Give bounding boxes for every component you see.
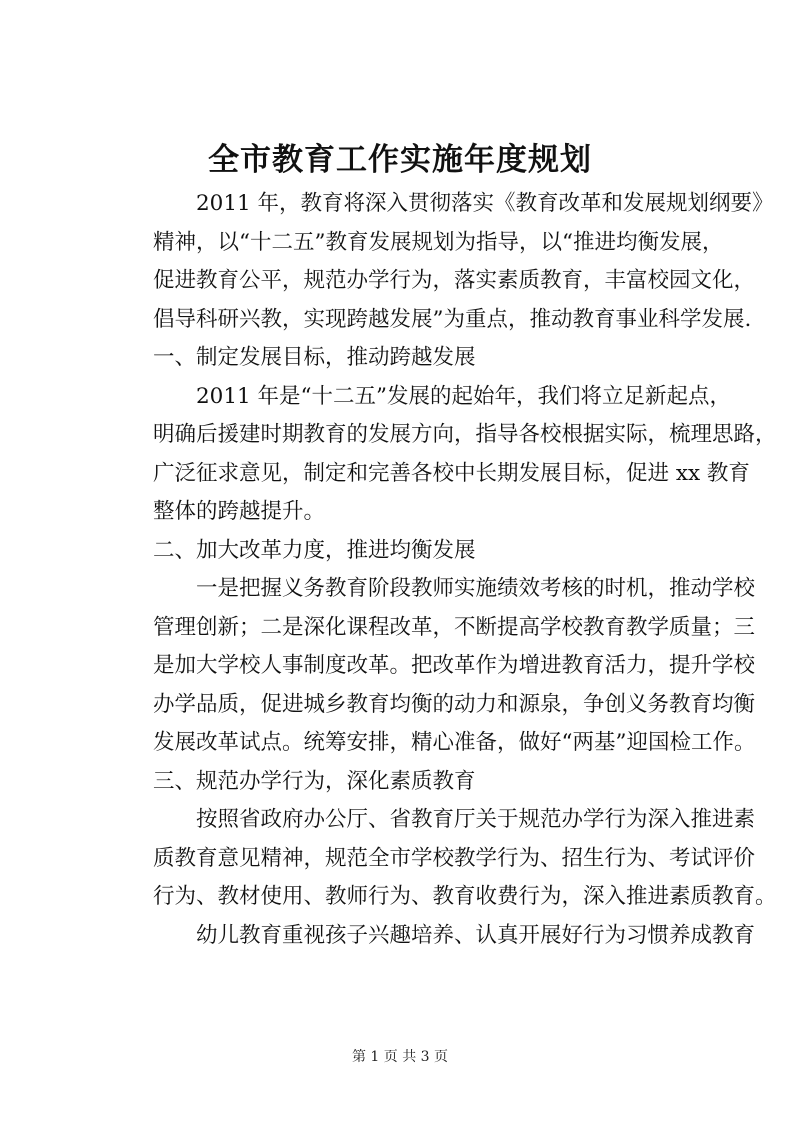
text-line: 2011 年是“十二五”发展的起始年，我们将立足新起点， (196, 383, 732, 409)
section-heading-3: 三、规范办学行为，深化素质教育 (153, 768, 476, 794)
text-line: 办学品质，促进城乡教育均衡的动力和源泉，争创义务教育均衡 (153, 691, 756, 717)
text-line: 2011 年，教育将深入贯彻落实《教育改革和发展规划纲要》 (196, 191, 774, 216)
section-heading-1: 一、制定发展目标，推动跨越发展 (153, 345, 476, 370)
paragraph-early-education (110, 917, 756, 956)
text-line: 行为、教材使用、教师行为、教育收费行为，深入推进素质教育。 (153, 884, 777, 909)
text-line: 精神，以“十二五”教育发展规划为指导，以“推进均衡发展， (153, 229, 724, 255)
text-line: 幼儿教育重视孩子兴趣培养、认真开展好行为习惯养成教育 (196, 922, 756, 948)
paragraph-section-1 (110, 378, 777, 532)
paragraph-section-2 (110, 570, 756, 763)
text-line: 发展改革试点。统筹安排，精心准备，做好“两基”迎国检工作。 (153, 730, 756, 755)
paragraph-intro (110, 185, 774, 339)
text-line: 倡导科研兴教，实现跨越发展”为重点，推动教育事业科学发展. (153, 306, 752, 332)
text-line: 一是把握义务教育阶段教师实施绩效考核的时机，推动学校 (196, 576, 756, 601)
text-line: 质教育意见精神，规范全市学校教学行为、招生行为、考试评价 (153, 845, 756, 871)
text-line: 促进教育公平，规范办学行为，落实素质教育，丰富校园文化， (153, 268, 756, 293)
text-line: 广泛征求意见，制定和完善各校中长期发展目标，促进 xx 教育 (153, 460, 750, 486)
document-title: 全市教育工作实施年度规划 (208, 142, 592, 178)
text-line: 明确后援建时期教育的发展方向，指导各校根据实际，梳理思路， (153, 422, 777, 447)
paragraph-section-3 (110, 801, 777, 917)
section-heading-2: 二、加大改革力度，推进均衡发展 (153, 537, 476, 563)
document-body (110, 185, 777, 955)
text-line: 是加大学校人事制度改革。把改革作为增进教育活力，提升学校 (153, 653, 756, 678)
text-line: 管理创新；二是深化课程改革，不断提高学校教育教学质量；三 (153, 614, 756, 640)
text-line: 按照省政府办公厅、省教育厅关于规范办学行为深入推进素 (196, 807, 756, 832)
page-footer: 第 1 页 共 3 页 (351, 1049, 449, 1065)
text-line: 整体的跨越提升。 (153, 499, 326, 524)
